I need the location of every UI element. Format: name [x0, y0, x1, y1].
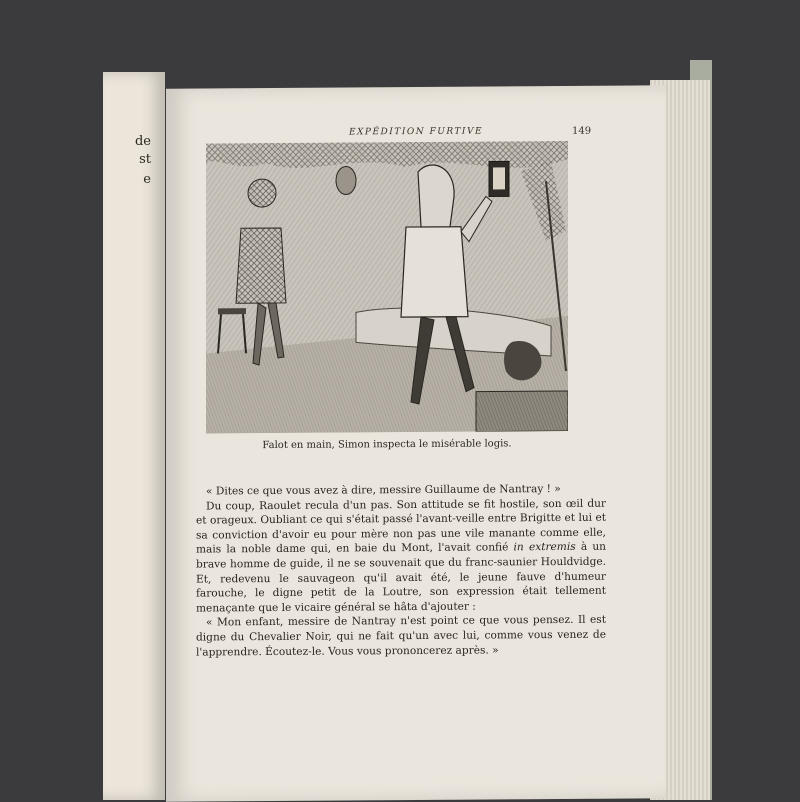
left-page-text-fragment: st [139, 152, 151, 167]
paragraph-2: Du coup, Raoulet recula d'un pas. Son attitude se fit hostile, son œil dur et orageux. Oubliant ce qui s'était passé l'avant-veille entre Brigitte et lui et sa conviction d'avoir eu pour mère non pas une vile manante comme elle, mais la noble dame qui, en baie du Mont, l'avait confié in extremis à un brave homme de guide, il ne se souvenait que du franc-saunier Houldvidge. Et, redevenu le sauvageon qu'il avait été, le jeune fauve d'humeur farouche, le digne petit de la Loutre, son expression était tellement menaçante que le vicaire général se hâta d'ajouter : [196, 497, 606, 615]
body-text [196, 482, 606, 660]
running-head: EXPÉDITION FURTIVE [348, 126, 484, 138]
italic-phrase: in extremis [513, 541, 576, 554]
paragraph-3: « Mon enfant, messire de Nantray n'est point ce que vous pensez. Il est digne du Chevalier Noir, qui ne fait qu'un avec lui, comme vous venez de l'apprendre. Écoutez-le. Vous vous prononcerez après. » [196, 614, 606, 659]
illustration-caption: Falot en main, Simon inspecta le misérable logis. [262, 438, 512, 452]
left-page [103, 72, 165, 800]
left-page-text-fragment: e [143, 172, 151, 187]
engraving-illustration [206, 141, 568, 434]
chainmail-knight [236, 228, 286, 303]
left-page-text-fragment: de [134, 134, 151, 149]
right-page [166, 85, 666, 801]
page-number: 149 [572, 125, 592, 137]
hooded-man-simon [401, 227, 468, 317]
paragraph-1: « Dites ce que vous avez à dire, messire Guillaume de Nantray ! » [206, 482, 561, 498]
